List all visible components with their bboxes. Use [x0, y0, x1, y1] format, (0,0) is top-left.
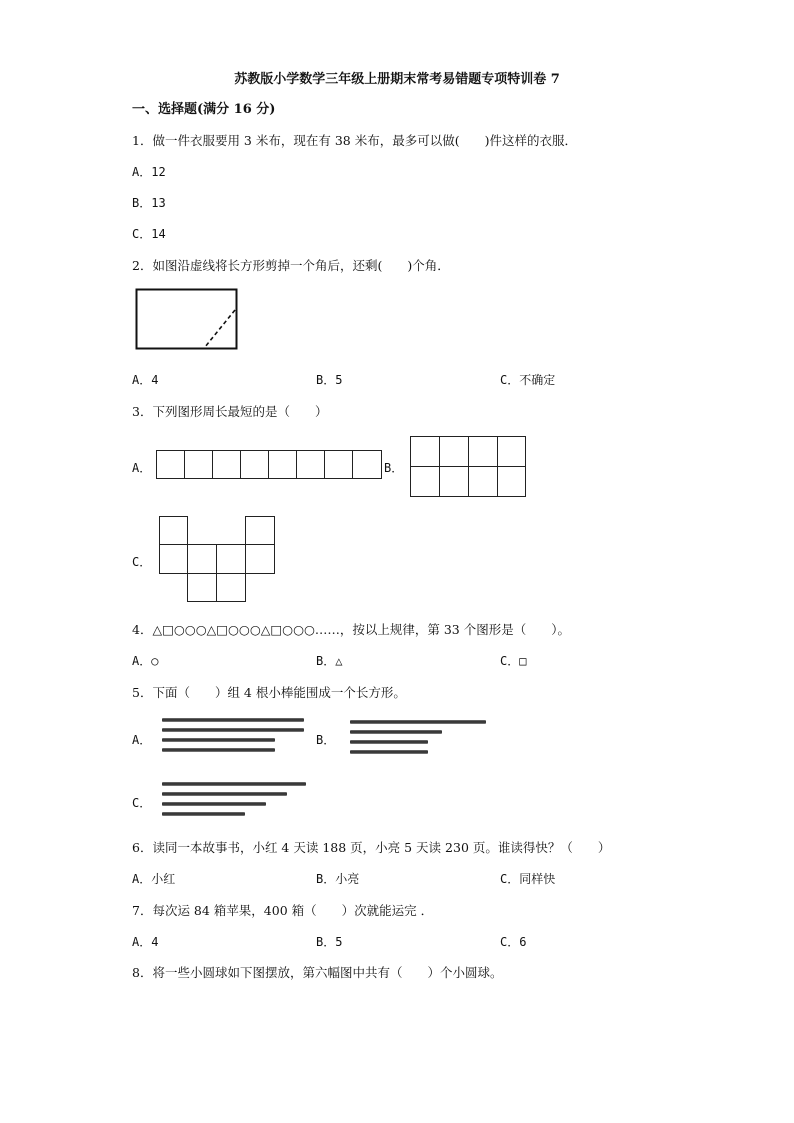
question-4-option-b[interactable]: B．△ [316, 654, 343, 668]
question-5-stem: 5．下面（ ）组 4 根小棒能围成一个长方形。 [132, 685, 406, 700]
question-3-option-c[interactable]: C． [132, 555, 152, 569]
question-6-option-a[interactable]: A．小红 [132, 872, 176, 886]
sticks-group-b [348, 719, 488, 759]
sticks-group-a [160, 717, 306, 757]
rectangle-cut-figure [135, 288, 239, 351]
question-6-option-b[interactable]: B．小亮 [316, 872, 360, 886]
page-title: 苏教版小学数学三年级上册期末常考易错题专项特训卷 7 [234, 72, 560, 87]
question-7-stem: 7．每次运 84 箱苹果，400 箱（ ）次就能运完 ． [132, 903, 434, 918]
sticks-group-c [160, 781, 308, 821]
question-5-option-b[interactable]: B． [316, 733, 336, 747]
question-7-option-c[interactable]: C．6 [500, 935, 527, 949]
figure-c-u-shape [159, 516, 275, 602]
question-3-option-a[interactable]: A． [132, 461, 152, 475]
question-1-stem: 1．做一件衣服要用 3 米布，现在有 38 米布，最多可以做( )件这样的衣服． [132, 133, 577, 148]
figure-b-grid [410, 436, 526, 497]
question-6-option-c[interactable]: C．同样快 [500, 872, 556, 886]
question-7-option-a[interactable]: A．4 [132, 935, 159, 949]
question-2-option-c[interactable]: C．不确定 [500, 373, 556, 387]
question-3-stem: 3．下列图形周长最短的是（ ） [132, 404, 328, 419]
question-5-option-a[interactable]: A． [132, 733, 152, 747]
question-4-option-a[interactable]: A．○ [132, 654, 159, 668]
question-1-option-c[interactable]: C．14 [132, 227, 166, 241]
figure-a-row-of-squares [156, 450, 382, 479]
question-1-option-a[interactable]: A．12 [132, 165, 166, 179]
question-4-stem: 4．△□○○○△□○○○△□○○○……，按以上规律，第 33 个图形是（ ）。 [132, 622, 570, 637]
question-7-option-b[interactable]: B．5 [316, 935, 343, 949]
question-3-option-b[interactable]: B． [384, 461, 404, 475]
question-1-option-b[interactable]: B．13 [132, 196, 166, 210]
question-5-option-c[interactable]: C． [132, 796, 152, 810]
question-2-stem: 2．如图沿虚线将长方形剪掉一个角后，还剩( )个角． [132, 258, 450, 273]
question-8-stem: 8．将一些小圆球如下图摆放，第六幅图中共有（ ）个小圆球。 [132, 965, 503, 980]
question-6-stem: 6．读同一本故事书，小红 4 天读 188 页，小亮 5 天读 230 页。谁读得快？（ ） [132, 840, 611, 855]
section-heading: 一、选择题(满分 16 分) [132, 102, 276, 117]
question-2-option-a[interactable]: A．4 [132, 373, 159, 387]
question-2-option-b[interactable]: B．5 [316, 373, 343, 387]
question-4-option-c[interactable]: C．□ [500, 654, 527, 668]
